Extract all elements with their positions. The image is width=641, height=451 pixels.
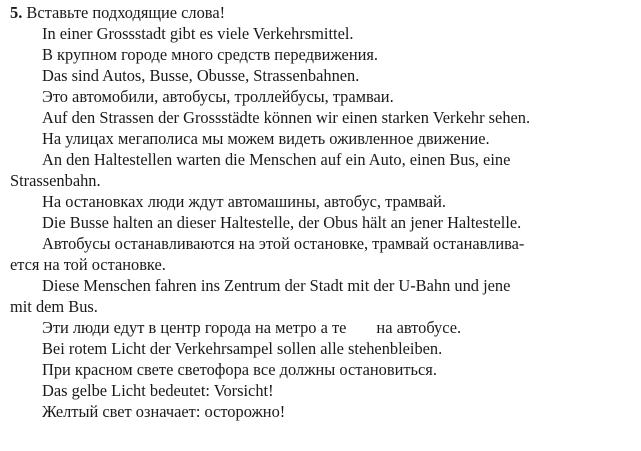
text-line: In einer Grossstadt gibt es viele Verkehrsmittel. bbox=[42, 24, 354, 43]
text-line-continuation: mit dem Bus. bbox=[10, 297, 98, 316]
text-line: Die Busse halten an dieser Haltestelle, der Obus hält an jener Haltestelle. bbox=[42, 213, 522, 232]
text-line: Das sind Autos, Busse, Obusse, Strassenbahnen. bbox=[42, 66, 360, 85]
exercise-heading bbox=[10, 2, 637, 23]
exercise-instruction: Вставьте подходящие слова! bbox=[26, 3, 226, 22]
text-after-gap: на автобусе. bbox=[376, 318, 462, 337]
text-line: Желтый свет означает: осторожно! bbox=[42, 402, 286, 421]
text-line: Auf den Strassen der Grossstädte können wir einen starken Verkehr sehen. bbox=[42, 108, 531, 127]
text-before-gap: Эти люди едут в центр города на метро а те bbox=[42, 318, 347, 337]
text-line: Das gelbe Licht bedeutet: Vorsicht! bbox=[42, 381, 274, 400]
text-line: An den Haltestellen warten die Menschen auf ein Auto, einen Bus, eine bbox=[42, 150, 511, 169]
text-line: Автобусы останавливаются на этой остановке, трамвай останавлива- bbox=[42, 234, 525, 253]
text-line: На остановках люди ждут автомашины, автобус, трамвай. bbox=[42, 192, 446, 211]
text-line: На улицах мегаполиса мы можем видеть оживленное движение. bbox=[42, 129, 490, 148]
text-line: Bei rotem Licht der Verkehrsampel sollen alle stehenbleiben. bbox=[42, 339, 443, 358]
text-line-with-gap bbox=[10, 317, 637, 338]
text-line-continuation: ется на той остановке. bbox=[10, 255, 166, 274]
exercise-number: 5. bbox=[10, 3, 23, 22]
text-line: При красном свете светофора все должны остановиться. bbox=[42, 360, 437, 379]
text-line: В крупном городе много средств передвижения. bbox=[42, 45, 379, 64]
text-line: Diese Menschen fahren ins Zentrum der Stadt mit der U-Bahn und jene bbox=[42, 276, 511, 295]
text-line-continuation: Strassenbahn. bbox=[10, 171, 101, 190]
text-line: Это автомобили, автобусы, троллейбусы, трамваи. bbox=[42, 87, 394, 106]
